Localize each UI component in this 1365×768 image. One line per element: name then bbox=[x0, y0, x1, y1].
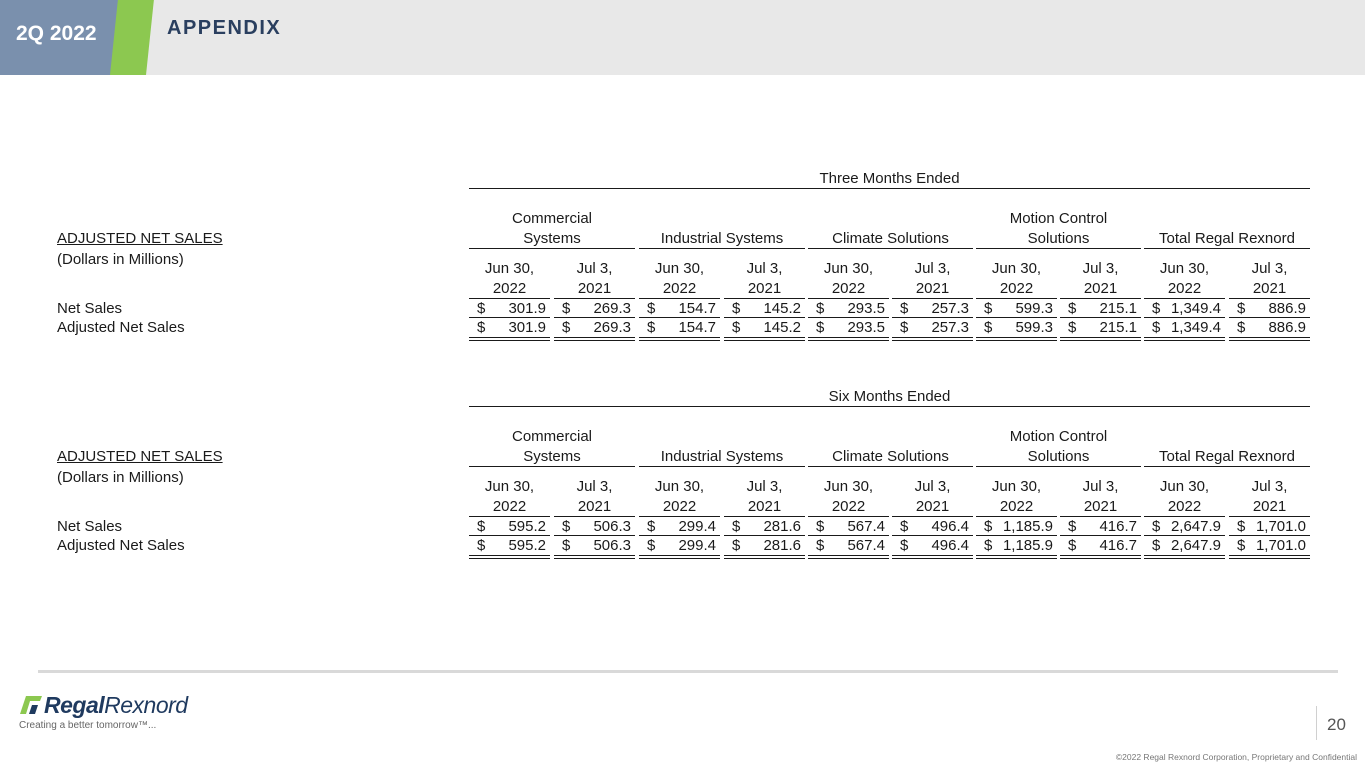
cell-value: 293.5 bbox=[847, 319, 885, 336]
segment-underline bbox=[808, 466, 973, 467]
cell-value: 215.1 bbox=[1099, 300, 1137, 317]
currency-symbol: $ bbox=[562, 518, 571, 535]
total-double-underline-b bbox=[1229, 340, 1310, 341]
cell-value: 281.6 bbox=[763, 518, 801, 535]
date-header-year: 2022 bbox=[831, 280, 866, 297]
date-header-month: Jul 3, bbox=[1251, 478, 1288, 495]
currency-symbol: $ bbox=[900, 537, 909, 554]
currency-symbol: $ bbox=[1152, 300, 1161, 317]
currency-symbol: $ bbox=[477, 319, 486, 336]
cell-value: 595.2 bbox=[508, 518, 546, 535]
segment-underline bbox=[976, 248, 1141, 249]
row-underline bbox=[892, 535, 973, 536]
row-label: Net Sales bbox=[57, 300, 123, 317]
currency-symbol: $ bbox=[1152, 537, 1161, 554]
cell-value: 506.3 bbox=[593, 518, 631, 535]
currency-symbol: $ bbox=[1152, 518, 1161, 535]
currency-symbol: $ bbox=[647, 537, 656, 554]
segment-header-line1: Motion Control bbox=[1009, 210, 1108, 227]
slide-title: APPENDIX bbox=[167, 17, 282, 39]
date-header-year: 2021 bbox=[1083, 498, 1118, 515]
total-double-underline-a bbox=[469, 555, 550, 556]
total-double-underline-a bbox=[1144, 337, 1225, 338]
date-header-year: 2022 bbox=[1167, 280, 1202, 297]
date-underline bbox=[1229, 298, 1310, 299]
row-underline bbox=[1144, 535, 1225, 536]
currency-symbol: $ bbox=[1068, 537, 1077, 554]
row-underline bbox=[808, 317, 889, 318]
segment-header-line1: Commercial bbox=[511, 428, 592, 445]
cell-value: 506.3 bbox=[593, 537, 631, 554]
date-underline bbox=[1144, 298, 1225, 299]
segment-header-line2: Systems bbox=[523, 448, 581, 465]
date-header-month: Jul 3, bbox=[576, 478, 613, 495]
cell-value: 1,701.0 bbox=[1255, 537, 1306, 554]
date-underline bbox=[724, 516, 805, 517]
row-underline bbox=[554, 317, 635, 318]
cell-value: 1,349.4 bbox=[1170, 319, 1221, 336]
cell-value: 599.3 bbox=[1015, 319, 1053, 336]
date-underline bbox=[469, 298, 550, 299]
cell-value: 281.6 bbox=[763, 537, 801, 554]
row-underline bbox=[892, 317, 973, 318]
footer-divider bbox=[38, 670, 1338, 673]
total-double-underline-b bbox=[976, 558, 1057, 559]
currency-symbol: $ bbox=[900, 300, 909, 317]
cell-value: 1,185.9 bbox=[1002, 537, 1053, 554]
quarter-label: 2Q 2022 bbox=[16, 22, 97, 45]
currency-symbol: $ bbox=[732, 537, 741, 554]
row-underline bbox=[1060, 317, 1141, 318]
segment-underline bbox=[1144, 248, 1310, 249]
currency-symbol: $ bbox=[984, 518, 993, 535]
currency-symbol: $ bbox=[900, 518, 909, 535]
currency-symbol: $ bbox=[1237, 537, 1246, 554]
date-header-year: 2021 bbox=[747, 498, 782, 515]
date-underline bbox=[469, 516, 550, 517]
currency-symbol: $ bbox=[1068, 518, 1077, 535]
total-double-underline-a bbox=[892, 555, 973, 556]
date-header-year: 2021 bbox=[747, 280, 782, 297]
cell-value: 416.7 bbox=[1099, 537, 1137, 554]
cell-value: 257.3 bbox=[931, 319, 969, 336]
total-double-underline-a bbox=[724, 555, 805, 556]
period-underline bbox=[469, 188, 1310, 189]
date-header-year: 2021 bbox=[1252, 498, 1287, 515]
total-double-underline-a bbox=[808, 555, 889, 556]
company-logo bbox=[18, 692, 188, 719]
segment-header-line2: Total Regal Rexnord bbox=[1159, 230, 1295, 247]
logo-regal: Regal bbox=[44, 692, 105, 718]
currency-symbol: $ bbox=[477, 537, 486, 554]
cell-value: 496.4 bbox=[931, 537, 969, 554]
row-underline bbox=[724, 535, 805, 536]
total-double-underline-b bbox=[808, 558, 889, 559]
segment-header-line2: Industrial Systems bbox=[660, 230, 784, 247]
date-header-month: Jun 30, bbox=[1159, 260, 1210, 277]
date-header-year: 2021 bbox=[577, 498, 612, 515]
currency-symbol: $ bbox=[1068, 319, 1077, 336]
row-underline bbox=[639, 535, 720, 536]
cell-value: 1,185.9 bbox=[1002, 518, 1053, 535]
date-header-month: Jun 30, bbox=[991, 260, 1042, 277]
cell-value: 416.7 bbox=[1099, 518, 1137, 535]
segment-header-line2: Total Regal Rexnord bbox=[1159, 448, 1295, 465]
segment-underline bbox=[639, 466, 805, 467]
segment-underline bbox=[808, 248, 973, 249]
currency-symbol: $ bbox=[1068, 300, 1077, 317]
date-header-year: 2022 bbox=[999, 280, 1034, 297]
cell-value: 595.2 bbox=[508, 537, 546, 554]
date-header-month: Jun 30, bbox=[823, 478, 874, 495]
row-underline bbox=[976, 317, 1057, 318]
units-label: (Dollars in Millions) bbox=[57, 251, 184, 268]
cell-value: 269.3 bbox=[593, 300, 631, 317]
date-underline bbox=[554, 298, 635, 299]
segment-underline bbox=[976, 466, 1141, 467]
currency-symbol: $ bbox=[732, 518, 741, 535]
date-header-month: Jun 30, bbox=[654, 260, 705, 277]
date-header-year: 2022 bbox=[1167, 498, 1202, 515]
date-underline bbox=[1060, 516, 1141, 517]
date-header-year: 2022 bbox=[999, 498, 1034, 515]
cell-value: 599.3 bbox=[1015, 300, 1053, 317]
currency-symbol: $ bbox=[984, 537, 993, 554]
cell-value: 269.3 bbox=[593, 319, 631, 336]
total-double-underline-b bbox=[724, 340, 805, 341]
date-header-month: Jul 3, bbox=[746, 260, 783, 277]
total-double-underline-a bbox=[976, 337, 1057, 338]
period-label: Six Months Ended bbox=[828, 388, 951, 405]
total-double-underline-b bbox=[892, 558, 973, 559]
date-header-month: Jun 30, bbox=[823, 260, 874, 277]
currency-symbol: $ bbox=[900, 319, 909, 336]
segment-underline bbox=[1144, 466, 1310, 467]
row-underline bbox=[554, 535, 635, 536]
date-header-month: Jul 3, bbox=[1251, 260, 1288, 277]
accent-stripe bbox=[110, 0, 154, 75]
cell-value: 154.7 bbox=[678, 300, 716, 317]
total-double-underline-a bbox=[1229, 337, 1310, 338]
date-header-year: 2022 bbox=[662, 280, 697, 297]
slide-header bbox=[0, 0, 1365, 75]
date-header-month: Jul 3, bbox=[1082, 478, 1119, 495]
total-double-underline-a bbox=[639, 555, 720, 556]
currency-symbol: $ bbox=[647, 319, 656, 336]
total-double-underline-b bbox=[1060, 558, 1141, 559]
total-double-underline-b bbox=[469, 558, 550, 559]
page-number: 20 bbox=[1327, 715, 1346, 734]
currency-symbol: $ bbox=[647, 518, 656, 535]
currency-symbol: $ bbox=[816, 518, 825, 535]
date-header-month: Jul 3, bbox=[914, 260, 951, 277]
period-underline bbox=[469, 406, 1310, 407]
total-double-underline-a bbox=[469, 337, 550, 338]
currency-symbol: $ bbox=[816, 300, 825, 317]
cell-value: 145.2 bbox=[763, 300, 801, 317]
logo-mark-icon bbox=[18, 694, 44, 716]
total-double-underline-b bbox=[639, 558, 720, 559]
row-underline bbox=[469, 535, 550, 536]
total-double-underline-b bbox=[976, 340, 1057, 341]
total-double-underline-a bbox=[1144, 555, 1225, 556]
row-label: Net Sales bbox=[57, 518, 123, 535]
currency-symbol: $ bbox=[816, 537, 825, 554]
date-underline bbox=[976, 516, 1057, 517]
date-header-month: Jul 3, bbox=[914, 478, 951, 495]
total-double-underline-a bbox=[808, 337, 889, 338]
tagline: Creating a better tomorrow™... bbox=[19, 720, 157, 731]
total-double-underline-a bbox=[1229, 555, 1310, 556]
row-underline bbox=[1229, 535, 1310, 536]
currency-symbol: $ bbox=[732, 300, 741, 317]
currency-symbol: $ bbox=[477, 300, 486, 317]
currency-symbol: $ bbox=[562, 319, 571, 336]
date-header-month: Jun 30, bbox=[991, 478, 1042, 495]
currency-symbol: $ bbox=[816, 319, 825, 336]
cell-value: 293.5 bbox=[847, 300, 885, 317]
date-underline bbox=[639, 516, 720, 517]
row-label: Adjusted Net Sales bbox=[57, 319, 185, 336]
total-double-underline-b bbox=[639, 340, 720, 341]
date-header-year: 2021 bbox=[1252, 280, 1287, 297]
total-double-underline-a bbox=[724, 337, 805, 338]
date-underline bbox=[554, 516, 635, 517]
segment-header-line2: Climate Solutions bbox=[832, 448, 949, 465]
cell-value: 2,647.9 bbox=[1170, 537, 1221, 554]
total-double-underline-b bbox=[1144, 558, 1225, 559]
total-double-underline-b bbox=[1144, 340, 1225, 341]
logo-rexnord: Rexnord bbox=[104, 692, 188, 718]
segment-header-line2: Solutions bbox=[1027, 230, 1090, 247]
date-header-year: 2021 bbox=[915, 280, 950, 297]
date-underline bbox=[724, 298, 805, 299]
page-separator bbox=[1316, 706, 1317, 740]
segment-header-line2: Systems bbox=[523, 230, 581, 247]
date-underline bbox=[808, 298, 889, 299]
cell-value: 257.3 bbox=[931, 300, 969, 317]
segment-header-line1: Commercial bbox=[511, 210, 592, 227]
date-header-year: 2021 bbox=[1083, 280, 1118, 297]
row-label: Adjusted Net Sales bbox=[57, 537, 185, 554]
cell-value: 301.9 bbox=[508, 300, 546, 317]
table-block bbox=[0, 388, 1365, 568]
units-label: (Dollars in Millions) bbox=[57, 469, 184, 486]
date-underline bbox=[808, 516, 889, 517]
row-underline bbox=[639, 317, 720, 318]
row-underline bbox=[1144, 317, 1225, 318]
total-double-underline-a bbox=[639, 337, 720, 338]
currency-symbol: $ bbox=[562, 537, 571, 554]
copyright-notice: ©2022 Regal Rexnord Corporation, Proprietary and Confidential bbox=[1115, 752, 1357, 762]
date-header-year: 2021 bbox=[915, 498, 950, 515]
currency-symbol: $ bbox=[732, 319, 741, 336]
date-header-year: 2022 bbox=[831, 498, 866, 515]
cell-value: 567.4 bbox=[847, 518, 885, 535]
cell-value: 567.4 bbox=[847, 537, 885, 554]
date-header-month: Jun 30, bbox=[484, 478, 535, 495]
row-underline bbox=[1060, 535, 1141, 536]
period-label: Three Months Ended bbox=[819, 170, 960, 187]
total-double-underline-a bbox=[976, 555, 1057, 556]
cell-value: 215.1 bbox=[1099, 319, 1137, 336]
total-double-underline-a bbox=[1060, 337, 1141, 338]
date-header-month: Jun 30, bbox=[484, 260, 535, 277]
total-double-underline-b bbox=[554, 558, 635, 559]
row-underline bbox=[469, 317, 550, 318]
cell-value: 1,349.4 bbox=[1170, 300, 1221, 317]
currency-symbol: $ bbox=[647, 300, 656, 317]
date-underline bbox=[639, 298, 720, 299]
total-double-underline-b bbox=[554, 340, 635, 341]
segment-header-line1: Motion Control bbox=[1009, 428, 1108, 445]
segment-header-line2: Solutions bbox=[1027, 448, 1090, 465]
total-double-underline-a bbox=[892, 337, 973, 338]
row-underline bbox=[1229, 317, 1310, 318]
date-underline bbox=[1144, 516, 1225, 517]
date-header-month: Jul 3, bbox=[576, 260, 613, 277]
date-header-year: 2022 bbox=[492, 498, 527, 515]
segment-header-line2: Industrial Systems bbox=[660, 448, 784, 465]
row-underline bbox=[976, 535, 1057, 536]
date-underline bbox=[1229, 516, 1310, 517]
row-underline bbox=[808, 535, 889, 536]
date-header-month: Jul 3, bbox=[1082, 260, 1119, 277]
date-header-year: 2021 bbox=[577, 280, 612, 297]
table-block bbox=[0, 170, 1365, 350]
cell-value: 2,647.9 bbox=[1170, 518, 1221, 535]
segment-underline bbox=[639, 248, 805, 249]
cell-value: 154.7 bbox=[678, 319, 716, 336]
date-header-month: Jun 30, bbox=[654, 478, 705, 495]
currency-symbol: $ bbox=[1152, 319, 1161, 336]
date-underline bbox=[976, 298, 1057, 299]
total-double-underline-b bbox=[1229, 558, 1310, 559]
total-double-underline-a bbox=[1060, 555, 1141, 556]
currency-symbol: $ bbox=[562, 300, 571, 317]
total-double-underline-b bbox=[1060, 340, 1141, 341]
segment-underline bbox=[469, 248, 635, 249]
cell-value: 299.4 bbox=[678, 537, 716, 554]
cell-value: 299.4 bbox=[678, 518, 716, 535]
date-underline bbox=[892, 298, 973, 299]
date-header-month: Jun 30, bbox=[1159, 478, 1210, 495]
date-underline bbox=[1060, 298, 1141, 299]
cell-value: 886.9 bbox=[1268, 300, 1306, 317]
cell-value: 1,701.0 bbox=[1255, 518, 1306, 535]
cell-value: 886.9 bbox=[1268, 319, 1306, 336]
currency-symbol: $ bbox=[984, 300, 993, 317]
total-double-underline-a bbox=[554, 555, 635, 556]
total-double-underline-a bbox=[554, 337, 635, 338]
currency-symbol: $ bbox=[1237, 319, 1246, 336]
currency-symbol: $ bbox=[477, 518, 486, 535]
cell-value: 145.2 bbox=[763, 319, 801, 336]
cell-value: 496.4 bbox=[931, 518, 969, 535]
date-header-month: Jul 3, bbox=[746, 478, 783, 495]
cell-value: 301.9 bbox=[508, 319, 546, 336]
total-double-underline-b bbox=[892, 340, 973, 341]
segment-underline bbox=[469, 466, 635, 467]
section-title: ADJUSTED NET SALES bbox=[57, 448, 223, 465]
date-header-year: 2022 bbox=[662, 498, 697, 515]
date-underline bbox=[892, 516, 973, 517]
segment-header-line2: Climate Solutions bbox=[832, 230, 949, 247]
section-title: ADJUSTED NET SALES bbox=[57, 230, 223, 247]
total-double-underline-b bbox=[469, 340, 550, 341]
currency-symbol: $ bbox=[984, 319, 993, 336]
date-header-year: 2022 bbox=[492, 280, 527, 297]
total-double-underline-b bbox=[808, 340, 889, 341]
currency-symbol: $ bbox=[1237, 518, 1246, 535]
row-underline bbox=[724, 317, 805, 318]
currency-symbol: $ bbox=[1237, 300, 1246, 317]
total-double-underline-b bbox=[724, 558, 805, 559]
